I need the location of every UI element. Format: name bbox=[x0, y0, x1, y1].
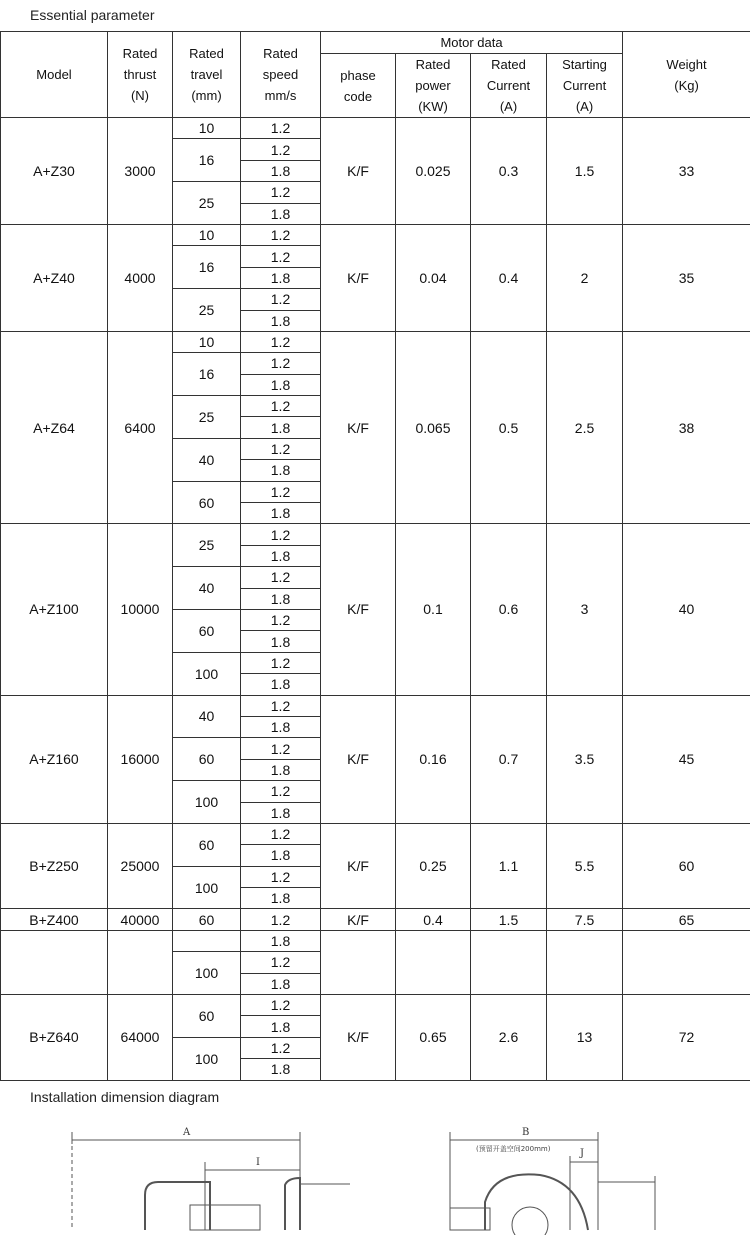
cell-rated-speed: 1.2 bbox=[241, 567, 321, 588]
cell-starting-current: 5.5 bbox=[547, 823, 623, 909]
cell-rated-speed: 1.2 bbox=[241, 246, 321, 267]
cell-rated-current: 0.6 bbox=[471, 524, 547, 695]
cell-rated-travel: 25 bbox=[173, 289, 241, 332]
header-starting-current: Starting Current (A) bbox=[547, 54, 623, 118]
dim-label-j: J bbox=[579, 1148, 584, 1159]
cell-starting-current: 7.5 bbox=[547, 909, 623, 930]
table-row bbox=[1, 524, 750, 545]
cell-rated-power: 0.65 bbox=[396, 995, 471, 1081]
cell-rated-speed: 1.2 bbox=[241, 353, 321, 374]
table-row bbox=[1, 823, 750, 844]
cell-phase-code: K/F bbox=[321, 118, 396, 225]
cell-rated-speed: 1.8 bbox=[241, 588, 321, 609]
cell-rated-speed: 1.8 bbox=[241, 759, 321, 780]
cell-model: A+Z64 bbox=[1, 331, 108, 524]
cell-rated-power: 0.065 bbox=[396, 331, 471, 524]
cell-rated-travel: 100 bbox=[173, 781, 241, 824]
cell-rated-speed: 1.8 bbox=[241, 545, 321, 566]
table-body bbox=[1, 118, 750, 1081]
header-phase-code: phase code bbox=[321, 54, 396, 118]
cell-weight bbox=[623, 930, 750, 994]
cell-rated-speed: 1.8 bbox=[241, 631, 321, 652]
cell-phase-code: K/F bbox=[321, 524, 396, 695]
cell-model: A+Z30 bbox=[1, 118, 108, 225]
cell-starting-current: 1.5 bbox=[547, 118, 623, 225]
cell-rated-speed: 1.2 bbox=[241, 995, 321, 1016]
cell-weight: 60 bbox=[623, 823, 750, 909]
cell-weight: 35 bbox=[623, 224, 750, 331]
cell-phase-code: K/F bbox=[321, 909, 396, 930]
cell-rated-speed: 1.8 bbox=[241, 203, 321, 224]
cell-rated-speed: 1.2 bbox=[241, 139, 321, 160]
cell-rated-speed: 1.2 bbox=[241, 866, 321, 887]
cell-rated-power bbox=[396, 930, 471, 994]
cell-rated-travel: 60 bbox=[173, 995, 241, 1038]
cell-rated-travel: 25 bbox=[173, 182, 241, 225]
cell-model: B+Z640 bbox=[1, 995, 108, 1081]
cell-rated-speed: 1.8 bbox=[241, 310, 321, 331]
table-row bbox=[1, 695, 750, 716]
cell-rated-travel: 25 bbox=[173, 524, 241, 567]
cell-rated-current bbox=[471, 930, 547, 994]
cell-phase-code: K/F bbox=[321, 823, 396, 909]
cell-weight: 65 bbox=[623, 909, 750, 930]
cell-starting-current: 2.5 bbox=[547, 331, 623, 524]
front-view-drawing bbox=[430, 1120, 670, 1235]
table-row bbox=[1, 930, 750, 951]
cell-rated-travel: 100 bbox=[173, 1037, 241, 1080]
cell-rated-travel: 60 bbox=[173, 823, 241, 866]
cell-starting-current bbox=[547, 930, 623, 994]
cell-rated-speed: 1.2 bbox=[241, 396, 321, 417]
cell-rated-power: 0.1 bbox=[396, 524, 471, 695]
header-rated-current: Rated Current (A) bbox=[471, 54, 547, 118]
cell-rated-current: 1.1 bbox=[471, 823, 547, 909]
cell-rated-speed: 1.2 bbox=[241, 952, 321, 973]
header-rated-thrust: Rated thrust (N) bbox=[108, 32, 173, 118]
cell-rated-thrust: 3000 bbox=[108, 118, 173, 225]
cell-model: B+Z250 bbox=[1, 823, 108, 909]
cell-rated-travel: 60 bbox=[173, 481, 241, 524]
cell-rated-power: 0.025 bbox=[396, 118, 471, 225]
header-rated-travel: Rated travel (mm) bbox=[173, 32, 241, 118]
cell-rated-speed: 1.8 bbox=[241, 674, 321, 695]
cell-rated-speed: 1.2 bbox=[241, 738, 321, 759]
cell-starting-current: 3 bbox=[547, 524, 623, 695]
cell-rated-thrust: 16000 bbox=[108, 695, 173, 823]
cell-rated-speed: 1.8 bbox=[241, 503, 321, 524]
cell-rated-thrust: 4000 bbox=[108, 224, 173, 331]
cell-rated-speed: 1.2 bbox=[241, 823, 321, 844]
cell-rated-thrust: 25000 bbox=[108, 823, 173, 909]
cell-rated-thrust: 40000 bbox=[108, 909, 173, 930]
cell-phase-code: K/F bbox=[321, 995, 396, 1081]
cell-rated-thrust: 10000 bbox=[108, 524, 173, 695]
essential-parameter-table bbox=[0, 31, 750, 1081]
cell-rated-travel: 60 bbox=[173, 738, 241, 781]
cell-rated-speed: 1.2 bbox=[241, 224, 321, 245]
cell-rated-thrust: 64000 bbox=[108, 995, 173, 1081]
cell-starting-current: 3.5 bbox=[547, 695, 623, 823]
cell-rated-speed: 1.2 bbox=[241, 781, 321, 802]
cell-model bbox=[1, 930, 108, 994]
cell-rated-current: 2.6 bbox=[471, 995, 547, 1081]
cell-model: A+Z40 bbox=[1, 224, 108, 331]
cell-rated-speed: 1.8 bbox=[241, 460, 321, 481]
cell-phase-code: K/F bbox=[321, 331, 396, 524]
cell-rated-travel bbox=[173, 930, 241, 951]
cell-rated-travel: 16 bbox=[173, 353, 241, 396]
cell-rated-travel: 40 bbox=[173, 695, 241, 738]
cell-rated-speed: 1.8 bbox=[241, 417, 321, 438]
header-weight: Weight (Kg) bbox=[623, 32, 750, 118]
cell-rated-speed: 1.2 bbox=[241, 118, 321, 139]
cell-weight: 33 bbox=[623, 118, 750, 225]
cell-rated-travel: 100 bbox=[173, 652, 241, 695]
cell-rated-speed: 1.2 bbox=[241, 182, 321, 203]
cell-rated-speed: 1.2 bbox=[241, 652, 321, 673]
dim-note-clearance: (预留开盖空间200mm) bbox=[476, 1144, 551, 1153]
cell-phase-code: K/F bbox=[321, 224, 396, 331]
cell-rated-speed: 1.2 bbox=[241, 609, 321, 630]
table-row bbox=[1, 118, 750, 139]
cell-rated-speed: 1.8 bbox=[241, 374, 321, 395]
dim-label-b: B bbox=[522, 1127, 529, 1138]
cell-weight: 72 bbox=[623, 995, 750, 1081]
cell-rated-power: 0.25 bbox=[396, 823, 471, 909]
cell-rated-speed: 1.8 bbox=[241, 845, 321, 866]
cell-rated-current: 0.3 bbox=[471, 118, 547, 225]
cell-rated-travel: 40 bbox=[173, 567, 241, 610]
header-rated-speed: Rated speed mm/s bbox=[241, 32, 321, 118]
cell-rated-speed: 1.2 bbox=[241, 438, 321, 459]
cell-weight: 45 bbox=[623, 695, 750, 823]
cell-rated-travel: 40 bbox=[173, 438, 241, 481]
table-row bbox=[1, 331, 750, 352]
cell-rated-power: 0.4 bbox=[396, 909, 471, 930]
cell-rated-speed: 1.2 bbox=[241, 481, 321, 502]
cell-rated-current: 0.7 bbox=[471, 695, 547, 823]
cell-rated-current: 0.4 bbox=[471, 224, 547, 331]
cell-phase-code bbox=[321, 930, 396, 994]
cell-weight: 38 bbox=[623, 331, 750, 524]
cell-rated-current: 1.5 bbox=[471, 909, 547, 930]
cell-rated-travel: 60 bbox=[173, 909, 241, 930]
cell-starting-current: 13 bbox=[547, 995, 623, 1081]
header-rated-power: Rated power (KW) bbox=[396, 54, 471, 118]
cell-rated-travel: 10 bbox=[173, 224, 241, 245]
installation-title: Installation dimension diagram bbox=[30, 1089, 219, 1105]
header-motor-data: Motor data bbox=[321, 32, 623, 54]
table-row bbox=[1, 909, 750, 930]
cell-phase-code: K/F bbox=[321, 695, 396, 823]
cell-rated-current: 0.5 bbox=[471, 331, 547, 524]
cell-rated-speed: 1.8 bbox=[241, 888, 321, 909]
cell-rated-travel: 10 bbox=[173, 331, 241, 352]
cell-rated-travel: 100 bbox=[173, 866, 241, 909]
header-model: Model bbox=[1, 32, 108, 118]
cell-rated-speed: 1.8 bbox=[241, 160, 321, 181]
cell-rated-speed: 1.8 bbox=[241, 267, 321, 288]
cell-model: A+Z160 bbox=[1, 695, 108, 823]
cell-rated-travel: 16 bbox=[173, 139, 241, 182]
dim-label-a: A bbox=[182, 1127, 191, 1138]
cell-rated-travel: 60 bbox=[173, 609, 241, 652]
parameters-title: Essential parameter bbox=[30, 7, 155, 23]
cell-rated-travel: 10 bbox=[173, 118, 241, 139]
table-row bbox=[1, 995, 750, 1016]
cell-rated-speed: 1.8 bbox=[241, 1059, 321, 1080]
cell-model: B+Z400 bbox=[1, 909, 108, 930]
cell-rated-travel: 25 bbox=[173, 396, 241, 439]
side-view-drawing bbox=[60, 1120, 360, 1235]
cell-rated-speed: 1.8 bbox=[241, 716, 321, 737]
dim-label-i: I bbox=[256, 1157, 260, 1168]
cell-rated-speed: 1.2 bbox=[241, 524, 321, 545]
cell-rated-power: 0.04 bbox=[396, 224, 471, 331]
cell-weight: 40 bbox=[623, 524, 750, 695]
cell-rated-thrust: 6400 bbox=[108, 331, 173, 524]
table-row bbox=[1, 224, 750, 245]
cell-rated-speed: 1.2 bbox=[241, 909, 321, 930]
cell-rated-travel: 16 bbox=[173, 246, 241, 289]
cell-rated-speed: 1.2 bbox=[241, 1037, 321, 1058]
cell-rated-power: 0.16 bbox=[396, 695, 471, 823]
cell-rated-speed: 1.8 bbox=[241, 973, 321, 994]
cell-rated-speed: 1.8 bbox=[241, 930, 321, 951]
cell-rated-speed: 1.2 bbox=[241, 289, 321, 310]
cell-rated-speed: 1.2 bbox=[241, 695, 321, 716]
cell-rated-thrust bbox=[108, 930, 173, 994]
cell-rated-speed: 1.8 bbox=[241, 1016, 321, 1037]
cell-rated-speed: 1.8 bbox=[241, 802, 321, 823]
cell-rated-speed: 1.2 bbox=[241, 331, 321, 352]
cell-rated-travel: 100 bbox=[173, 952, 241, 995]
cell-starting-current: 2 bbox=[547, 224, 623, 331]
cell-model: A+Z100 bbox=[1, 524, 108, 695]
